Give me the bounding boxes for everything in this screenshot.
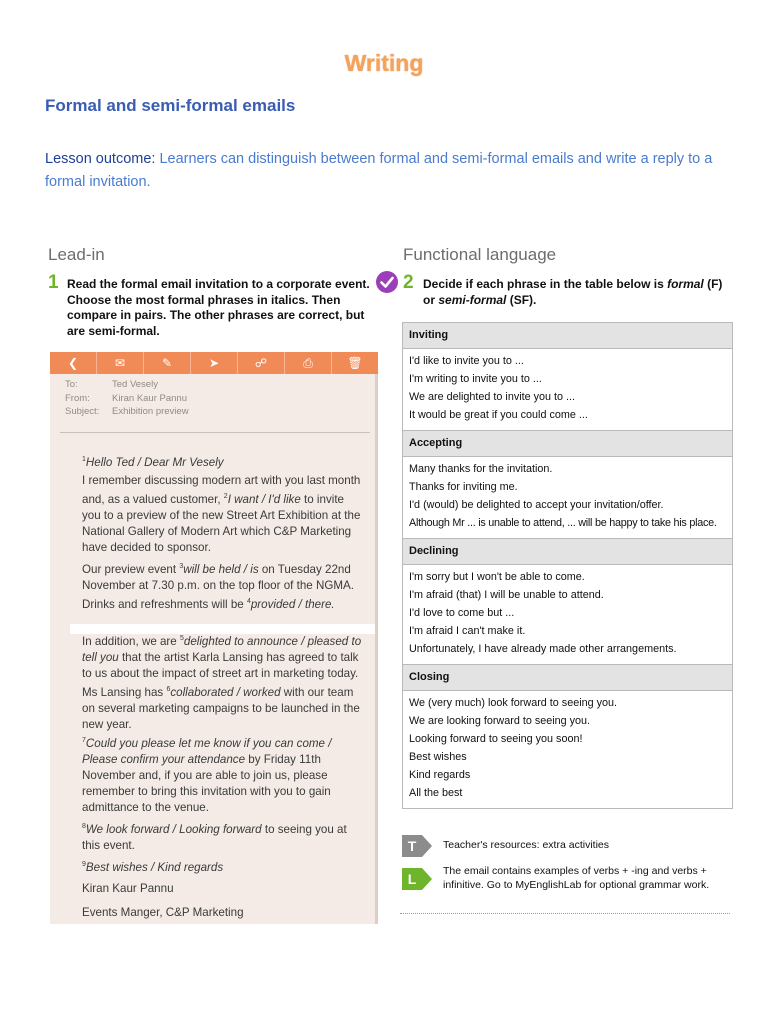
email-panel	[50, 352, 378, 924]
teacher-resources-text: Teacher's resources: extra activities	[443, 839, 609, 851]
email-paragraph-4: $^7$Could you please let me know if you can come / Please confirm your attendance by Friday 11th November and, if you are able to join us, please remember to bring this invitation with you to gain admittance to the venue.	[82, 736, 332, 814]
phrase-row: It would be great if you could come ...	[409, 409, 588, 421]
email-paragraph-2: Our preview event $^3$will be held / is on Tuesday 22nd November at 7.30 p.m. on the top floor of the NGMA. Drinks and refreshments will be $^4$provided / there.	[82, 562, 354, 611]
send-icon[interactable]: ➤	[191, 352, 238, 374]
phrase-row: Looking forward to seeing you soon!	[409, 733, 583, 745]
phrase-row: I'm sorry but I won't be able to come.	[409, 571, 585, 583]
phrase-row: I'm afraid I can't make it.	[409, 625, 526, 637]
exercise-1-number: 1	[48, 272, 59, 293]
mail-icon[interactable]: ✉	[97, 352, 144, 374]
page-title: Writing	[344, 50, 424, 76]
trash-icon[interactable]: 🗑	[347, 356, 363, 370]
exercise-2-instruction	[423, 277, 728, 308]
lesson-outcome-label: Lesson outcome:	[45, 151, 156, 167]
email-paragraph-5: $^8$We look forward / Looking forward to seeing you at this event.	[82, 822, 347, 852]
from-value: Kiran Kaur Pannu	[112, 392, 187, 404]
email-signature-name: Kiran Kaur Pannu	[82, 882, 174, 895]
phrase-row: We (very much) look forward to seeing you.	[409, 697, 618, 709]
phrase-row: Unfortunately, I have already made other arrangements.	[409, 643, 677, 655]
phrase-row: We are delighted to invite you to ...	[409, 391, 576, 403]
phrase-row: Kind regards	[409, 769, 471, 781]
attachment-icon[interactable]: ☍	[238, 352, 285, 374]
print-icon[interactable]: ⎙	[285, 352, 332, 374]
phrase-row: I'd love to come but ...	[409, 607, 515, 619]
semiformal-word: semi-formal	[438, 292, 507, 307]
phrase-row: I'd like to invite you to ...	[409, 355, 524, 367]
exercise-2-number: 2	[403, 272, 414, 293]
email-paragraph-3: In addition, we are $^5$delighted to announce / pleased to tell you that the artist Karla Lansing has agreed to talk to us about the impact of street art in marketing today. Ms Lansing has $^6$collaborated / worked with our team on several marketing campaigns to be launched in the new year.	[82, 634, 362, 731]
group-header-accepting: Accepting	[403, 430, 732, 457]
checkmark-icon	[375, 270, 399, 294]
group-header-inviting: Inviting	[403, 323, 732, 349]
phrase-row: We are looking forward to seeing you.	[409, 715, 591, 727]
lesson-outcome-text: Learners can distinguish between formal and semi-formal emails and write a reply to a formal invitation.	[45, 151, 713, 190]
group-header-closing: Closing	[403, 664, 732, 691]
phrase-row: I'd (would) be delighted to accept your invitation/offer.	[409, 499, 664, 511]
svg-text:L: L	[407, 871, 417, 887]
subject-label: Subject:	[65, 406, 100, 417]
back-icon[interactable]: ❮	[50, 352, 97, 374]
instruction-part-c: (SF).	[506, 292, 537, 307]
instruction-part-b: (F) or	[423, 277, 723, 307]
phrase-row: I'm writing to invite you to ...	[409, 373, 542, 385]
divider	[400, 913, 730, 914]
subject-value: Exhibition preview	[112, 406, 189, 417]
email-closing: $^9$Best wishes / Kind regards	[82, 860, 224, 874]
formal-word: formal	[667, 277, 704, 291]
compose-icon[interactable]: ✎	[144, 352, 191, 374]
teacher-resources-icon	[402, 835, 432, 857]
from-label: From:	[65, 392, 90, 404]
exercise-1-instruction: Read the formal email invitation to a corporate event. Choose the most formal phrases in italics. Then compare in pairs. The other phrases are correct, but are semi-formal.	[67, 277, 370, 338]
instruction-part-a: Decide if each phrase in the table below is	[423, 277, 668, 291]
myenglishlab-text: The email contains examples of verbs + -ing and verbs + infinitive. Go to MyEnglishLab for optional grammar work.	[443, 865, 710, 891]
phrase-row: All the best	[409, 787, 463, 799]
email-paragraph-1: I remember discussing modern art with you last month and, as a valued customer, $^2$I want / I'd like to invite you to a preview of the new Street Art Exhibition at the National Gallery of Modern Art which C&P Marketing have decided to sponsor.	[82, 474, 361, 554]
phrase-row: Many thanks for the invitation.	[409, 463, 553, 475]
phrase-row: Although Mr ... is unable to attend, ... will be happy to take his place.	[409, 517, 717, 529]
section-subtitle: Formal and semi-formal emails	[45, 96, 296, 115]
lead-in-heading: Lead-in	[48, 245, 105, 264]
functional-language-heading: Functional language	[403, 245, 557, 264]
myenglishlab-icon	[402, 868, 432, 890]
lesson-outcome	[45, 148, 735, 194]
email-greeting: $^1$Hello Ted / Dear Mr Vesely	[82, 455, 224, 469]
to-label: To:	[65, 379, 78, 390]
email-signature-title: Events Manger, C&P Marketing	[82, 906, 244, 919]
group-header-declining: Declining	[403, 538, 732, 565]
to-value: Ted Vesely	[112, 379, 158, 390]
phrase-row: Best wishes	[409, 751, 467, 763]
phrase-row: Thanks for inviting me.	[409, 481, 518, 493]
functional-language-table	[402, 322, 733, 809]
phrase-row: I'm afraid (that) I will be unable to attend.	[409, 589, 604, 601]
svg-text:T: T	[407, 838, 417, 854]
email-toolbar	[50, 352, 378, 374]
email-header	[65, 378, 189, 419]
